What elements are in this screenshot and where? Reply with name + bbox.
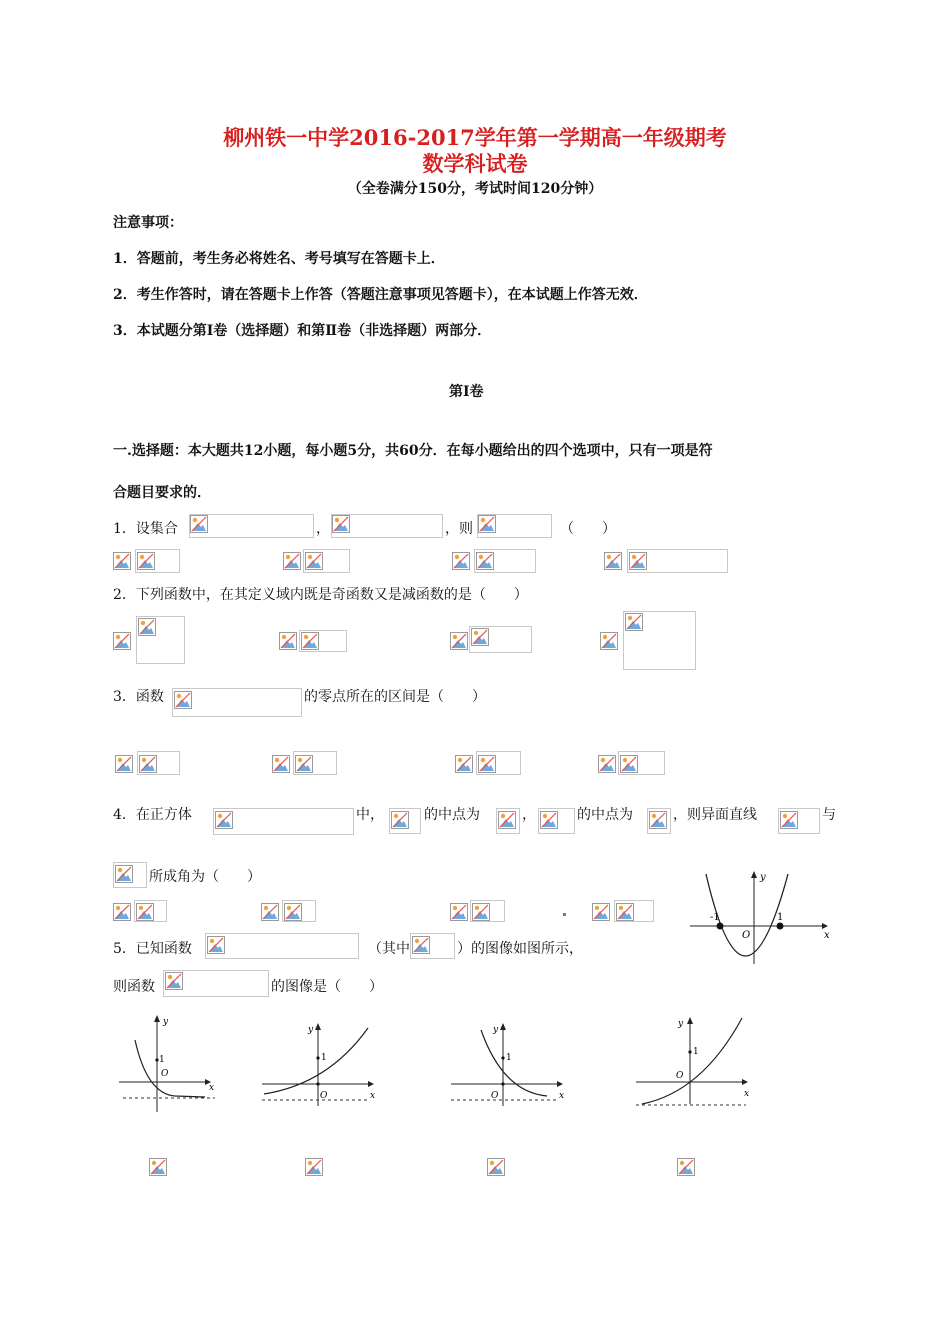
graph-label-x: x bbox=[824, 930, 830, 941]
broken-image-icon bbox=[600, 632, 618, 650]
broken-image-icon bbox=[412, 936, 430, 954]
q4-t3: ， bbox=[522, 807, 536, 823]
graph-c-label-one: 1 bbox=[506, 1053, 512, 1063]
q5-reference-graph bbox=[684, 868, 834, 968]
graph-b-label-origin: O bbox=[320, 1091, 328, 1101]
graph-label-y: y bbox=[760, 872, 766, 883]
q5-prefix: 5．已知函数 bbox=[113, 941, 192, 957]
stray-dot bbox=[563, 913, 566, 916]
broken-image-icon bbox=[592, 903, 610, 921]
graph-a-label-one: 1 bbox=[159, 1055, 165, 1065]
broken-image-icon bbox=[136, 903, 154, 921]
graph-a-label-origin: O bbox=[161, 1069, 169, 1079]
q4-t2: 的中点为 bbox=[424, 807, 480, 823]
broken-image-icon bbox=[113, 632, 131, 650]
broken-image-icon bbox=[295, 755, 313, 773]
broken-image-icon bbox=[620, 755, 638, 773]
q1-comma1: ， bbox=[316, 521, 330, 537]
q5-option-d-graph bbox=[632, 1012, 757, 1112]
broken-image-icon bbox=[115, 755, 133, 773]
q5-option-a-graph bbox=[115, 1012, 220, 1117]
notice-item-3: 3．本试题分第Ⅰ卷（选择题）和第Ⅱ卷（非选择题）两部分． bbox=[113, 323, 492, 339]
q4-formula-box-cube bbox=[213, 808, 354, 835]
broken-image-icon bbox=[149, 1158, 167, 1176]
broken-image-icon bbox=[138, 618, 156, 636]
broken-image-icon bbox=[190, 515, 208, 533]
broken-image-icon bbox=[452, 552, 470, 570]
broken-image-icon bbox=[780, 811, 798, 829]
broken-image-icon bbox=[391, 811, 409, 829]
broken-image-icon bbox=[279, 632, 297, 650]
graph-label-one: 1 bbox=[777, 912, 784, 923]
broken-image-icon bbox=[305, 1158, 323, 1176]
q4-prefix: 4．在正方体 bbox=[113, 807, 192, 823]
graph-root-left bbox=[717, 923, 724, 930]
broken-image-icon bbox=[207, 936, 225, 954]
broken-image-icon bbox=[139, 755, 157, 773]
section-instructions-line1: 一.选择题：本大题共12小题，每小题5分，共60分．在每小题给出的四个选项中，只有一项是符 bbox=[113, 443, 713, 459]
notice-heading: 注意事项： bbox=[113, 215, 183, 231]
graph-c-label-x: x bbox=[559, 1091, 565, 1101]
broken-image-icon bbox=[598, 755, 616, 773]
broken-image-icon bbox=[113, 903, 131, 921]
q5-formula-box-f bbox=[205, 933, 359, 959]
broken-image-icon bbox=[165, 972, 183, 990]
graph-root-right bbox=[777, 923, 784, 930]
broken-image-icon bbox=[649, 811, 667, 829]
exam-subtitle: 数学科试卷 bbox=[422, 151, 528, 176]
broken-image-icon bbox=[471, 628, 489, 646]
graph-label-origin: O bbox=[742, 930, 751, 941]
part-one-label: 第Ⅰ卷 bbox=[449, 384, 484, 400]
broken-image-icon bbox=[616, 903, 634, 921]
q5-option-c-graph bbox=[447, 1018, 572, 1118]
broken-image-icon bbox=[115, 865, 133, 883]
graph-y-arrow bbox=[751, 871, 757, 878]
broken-image-icon bbox=[629, 552, 647, 570]
broken-image-icon bbox=[540, 811, 558, 829]
broken-image-icon bbox=[272, 755, 290, 773]
broken-image-icon bbox=[455, 755, 473, 773]
q4-t5: ，则异面直线 bbox=[673, 807, 757, 823]
q2-text: 2．下列函数中，在其定义域内既是奇函数又是减函数的是（ ） bbox=[113, 587, 528, 603]
broken-image-icon bbox=[450, 632, 468, 650]
exam-info: （全卷满分150分，考试时间120分钟） bbox=[347, 181, 603, 197]
broken-image-icon bbox=[261, 903, 279, 921]
broken-image-icon bbox=[498, 811, 516, 829]
broken-image-icon bbox=[472, 903, 490, 921]
q4-t6: 与 bbox=[822, 807, 836, 823]
q1-comma2: ，则 bbox=[445, 521, 473, 537]
broken-image-icon bbox=[332, 515, 350, 533]
broken-image-icon bbox=[137, 552, 155, 570]
q3-prefix: 3．函数 bbox=[113, 689, 164, 705]
graph-label-neg-one: -1 bbox=[710, 912, 720, 923]
q4-t1: 中， bbox=[356, 807, 384, 823]
broken-image-icon bbox=[305, 552, 323, 570]
broken-image-icon bbox=[476, 552, 494, 570]
q5-t2: ）的图像如图所示， bbox=[457, 941, 583, 957]
graph-a-label-y: y bbox=[163, 1017, 169, 1027]
broken-image-icon bbox=[625, 613, 643, 631]
broken-image-icon bbox=[677, 1158, 695, 1176]
graph-a-label-x: x bbox=[209, 1083, 215, 1093]
graph-d-label-one: 1 bbox=[693, 1047, 699, 1057]
q1-prefix: 1．设集合 bbox=[113, 521, 178, 537]
broken-image-icon bbox=[113, 552, 131, 570]
q4-t4: 的中点为 bbox=[577, 807, 633, 823]
broken-image-icon bbox=[487, 1158, 505, 1176]
q4-line2: 所成角为（ ） bbox=[149, 869, 261, 885]
q1-paren: （ ） bbox=[560, 521, 616, 537]
broken-image-icon bbox=[283, 552, 301, 570]
q5-t1: （其中 bbox=[368, 941, 410, 957]
graph-d-label-x: x bbox=[744, 1089, 750, 1099]
broken-image-icon bbox=[301, 632, 319, 650]
graph-c-label-y: y bbox=[493, 1025, 499, 1035]
graph-b-label-y: y bbox=[308, 1025, 314, 1035]
broken-image-icon bbox=[284, 903, 302, 921]
q5-line2-prefix: 则函数 bbox=[113, 979, 155, 995]
q5-line2-suffix: 的图像是（ ） bbox=[271, 979, 383, 995]
exam-title: 柳州铁一中学2016-2017学年第一学期高一年级期考 bbox=[223, 125, 727, 150]
q3-suffix: 的零点所在的区间是（ ） bbox=[304, 689, 486, 705]
graph-b-label-one: 1 bbox=[321, 1053, 327, 1063]
section-instructions-line2: 合题目要求的． bbox=[113, 485, 211, 501]
graph-d-label-origin: O bbox=[676, 1071, 684, 1081]
graph-d-label-y: y bbox=[678, 1019, 684, 1029]
notice-item-1: 1．答题前，考生务必将姓名、考号填写在答题卡上． bbox=[113, 251, 445, 267]
notice-item-2: 2．考生作答时，请在答题卡上作答（答题注意事项见答题卡），在本试题上作答无效． bbox=[113, 287, 648, 303]
graph-b-label-x: x bbox=[370, 1091, 376, 1101]
graph-c-label-origin: O bbox=[491, 1091, 499, 1101]
broken-image-icon bbox=[450, 903, 468, 921]
graph-x-arrow bbox=[822, 923, 828, 929]
broken-image-icon bbox=[604, 552, 622, 570]
q5-option-b-graph bbox=[258, 1018, 383, 1118]
broken-image-icon bbox=[478, 515, 496, 533]
broken-image-icon bbox=[478, 755, 496, 773]
broken-image-icon bbox=[174, 691, 192, 709]
broken-image-icon bbox=[215, 811, 233, 829]
